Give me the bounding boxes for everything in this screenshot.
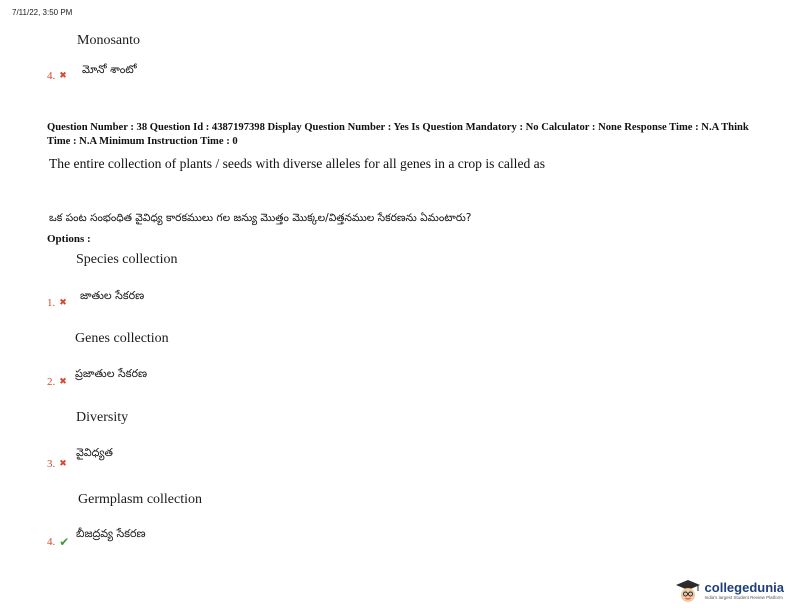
option-3-number (47, 458, 67, 470)
wrong-mark-icon: ✖ (59, 298, 67, 308)
option-number: 1. (47, 297, 56, 309)
question-text-te: ఒక పంట సంభంధిత వైవిధ్య కారకములు గల జన్యు మొత్తం మొక్కల/విత్తనముల సేకరణను ఏమంటారు? (49, 212, 472, 224)
prev-option-en: Monosanto (77, 33, 140, 48)
option-number: 2. (47, 376, 56, 388)
wrong-mark-icon: ✖ (59, 459, 67, 469)
option-2-te: ప్రజాతుల సేకరణ (75, 367, 148, 380)
question-text-en: The entire collection of plants / seeds with diverse alleles for all genes in a crop is called as (49, 156, 545, 171)
option-3-en: Diversity (76, 410, 129, 425)
prev-option-te: మోనో శాంటో (82, 63, 137, 76)
wrong-mark-icon: ✖ (59, 71, 67, 81)
correct-check-icon: ✔ (59, 535, 70, 549)
option-1-te: జాతుల సేకరణ (80, 289, 145, 302)
option-number: 4. (47, 70, 56, 82)
option-4-te: బీజద్రవ్య సేకరణ (76, 527, 146, 540)
brand-name: collegedunia (704, 580, 784, 595)
option-4-en: Germplasm collection (78, 492, 203, 507)
option-4-number (47, 535, 69, 549)
option-1-en: Species collection (76, 252, 178, 267)
brand-tagline: India's largest Student Review Platform (704, 595, 783, 600)
option-1-number (47, 297, 67, 309)
options-label: Options : (47, 233, 91, 245)
option-3-te: వైవిధ్యత (76, 446, 113, 459)
timestamp: 7/11/22, 3:50 PM (12, 8, 73, 17)
option-number: 4. (47, 536, 56, 548)
option-2-number (47, 376, 67, 388)
wrong-mark-icon: ✖ (59, 377, 67, 387)
option-2-en: Genes collection (75, 331, 169, 346)
graduate-mascot-icon (675, 578, 701, 604)
option-number: 3. (47, 458, 56, 470)
question-meta: Question Number : 38 Question Id : 4387197398 Display Question Number : Yes Is Question Mandatory : No Calculator : None Response Time : N.A Think Time : N.A Minimum Instruction Time : 0 (47, 122, 749, 147)
brand-watermark (675, 578, 784, 604)
prev-option-number (47, 70, 67, 82)
